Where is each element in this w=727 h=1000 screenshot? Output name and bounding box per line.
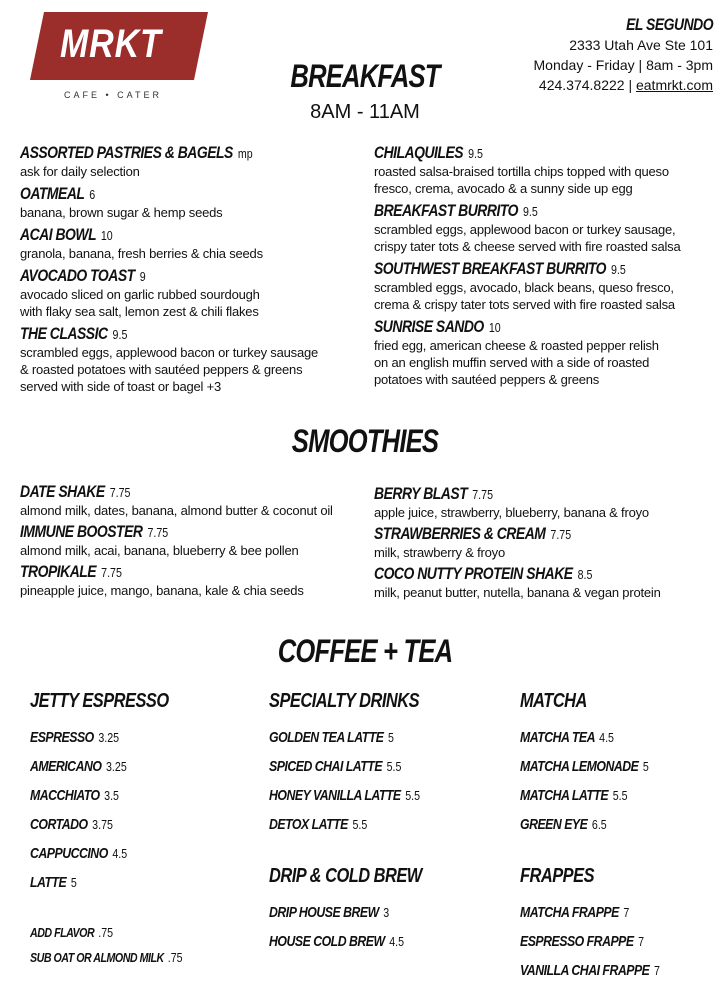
logo-text: MRKT [60, 22, 162, 66]
item-title [20, 266, 146, 286]
drink-price: 3.25 [98, 730, 120, 745]
mrkt-logo [30, 12, 208, 80]
drink-name: MATCHA TEA [520, 729, 595, 746]
menu-item [20, 225, 318, 262]
location-info [534, 15, 713, 95]
item-name: BERRY BLAST [374, 484, 468, 503]
item-title [374, 259, 626, 279]
item-description: scrambled eggs, applewood bacon or turkey sausage, [374, 222, 676, 237]
extras [30, 925, 216, 975]
item-name: AVOCADO TOAST [20, 266, 135, 285]
drink-item [269, 904, 422, 933]
breakfast-left-column [20, 143, 318, 399]
menu-item [374, 317, 681, 388]
menu-item [20, 266, 318, 320]
drink-item [520, 758, 649, 787]
item-price: 10 [488, 320, 501, 335]
menu-item [20, 482, 333, 519]
drink-item [520, 933, 660, 962]
frappes-column [520, 865, 691, 991]
item-price: 9 [139, 269, 146, 284]
item-description: apple juice, strawberry, blueberry, banana & froyo [374, 505, 649, 520]
phone: 424.374.8222 | [538, 77, 636, 93]
item-price: 7.75 [101, 565, 122, 580]
drink-price: 3.5 [104, 788, 119, 803]
drink-name: CORTADO [30, 816, 88, 833]
drink-price: 4.5 [389, 934, 405, 949]
extra-item [30, 950, 183, 975]
drink-name: MATCHA FRAPPE [520, 904, 619, 921]
drink-price: 3.25 [106, 759, 127, 774]
item-price: 9.5 [610, 262, 626, 277]
drink-item [30, 816, 183, 845]
item-description: milk, strawberry & froyo [374, 545, 506, 560]
extra-item [30, 925, 183, 950]
extra-name: SUB OAT OR ALMOND MILK [30, 950, 164, 965]
menu-item [374, 259, 681, 313]
item-title [20, 482, 130, 502]
item-description: ask for daily selection [20, 164, 140, 179]
drink-price: 5 [70, 875, 77, 890]
extra-price: .75 [167, 950, 183, 965]
item-name: OATMEAL [20, 184, 85, 203]
drink-name: HOUSE COLD BREW [269, 933, 385, 950]
item-price: 9.5 [522, 204, 538, 219]
item-title [20, 562, 122, 582]
drink-item [520, 816, 649, 845]
item-description: scrambled eggs, avocado, black beans, queso fresco, [374, 280, 674, 295]
drink-name: MATCHA LATTE [520, 787, 609, 804]
item-description: banana, brown sugar & hemp seeds [20, 205, 223, 220]
menu-item [374, 201, 681, 255]
extra-price: .75 [98, 925, 114, 940]
smoothies-left-column [20, 482, 333, 602]
smoothies-right-column [374, 484, 661, 604]
drink-price: 7 [638, 934, 645, 949]
frappes-heading: FRAPPES [520, 865, 595, 887]
item-description: pineapple juice, mango, banana, kale & chia seeds [20, 583, 304, 598]
drink-price: 5 [388, 730, 394, 745]
drink-item [269, 816, 420, 845]
matcha-heading: MATCHA [520, 690, 587, 712]
hours: Monday - Friday | 8am - 3pm [533, 57, 713, 73]
drink-price: 5.5 [405, 788, 421, 803]
item-price: 6 [89, 187, 96, 202]
item-price: 8.5 [577, 567, 593, 582]
coffee-heading: COFFEE + TEA [277, 633, 453, 669]
item-description: almond milk, dates, banana, almond butter & coconut oil [20, 503, 333, 518]
drink-item [30, 845, 183, 874]
item-name: TROPIKALE [20, 562, 97, 581]
item-price: 7.75 [109, 485, 131, 500]
matcha-column [520, 690, 677, 845]
item-title [20, 324, 127, 344]
drip-heading: DRIP & COLD BREW [269, 865, 422, 887]
drink-name: AMERICANO [30, 758, 102, 775]
item-name: COCO NUTTY PROTEIN SHAKE [374, 564, 573, 583]
menu-item [20, 324, 318, 395]
item-title [374, 484, 493, 504]
item-description: crispy tater tots & cheese served with fire roasted salsa [374, 239, 681, 254]
drink-price: 5.5 [386, 759, 402, 774]
item-description: granola, banana, fresh berries & chia seeds [20, 246, 263, 261]
drink-item [520, 962, 660, 991]
menu-item [20, 184, 318, 221]
item-description: milk, peanut butter, nutella, banana & vegan protein [374, 585, 661, 600]
item-name: STRAWBERRIES & CREAM [374, 524, 546, 543]
item-description: served with side of toast or bagel +3 [20, 379, 222, 394]
item-name: ACAI BOWL [20, 225, 96, 244]
drink-price: 3.75 [92, 817, 113, 832]
drink-item [269, 729, 420, 758]
menu-item [374, 484, 661, 521]
drink-price: 5 [642, 759, 649, 774]
item-description: fried egg, american cheese & roasted pepper relish [374, 338, 659, 353]
item-name: THE CLASSIC [20, 324, 108, 343]
item-description: scrambled eggs, applewood bacon or turkey sausage [20, 345, 319, 360]
drink-price: 7 [623, 905, 630, 920]
drink-item [520, 787, 649, 816]
item-title [374, 201, 538, 221]
extra-name: ADD FLAVOR [30, 925, 95, 940]
drink-price: 7 [653, 963, 660, 978]
item-title [20, 184, 95, 204]
item-description: potatoes with sautéed peppers & greens [374, 372, 600, 387]
drink-name: MACCHIATO [30, 787, 100, 804]
smoothies-heading: SMOOTHIES [291, 423, 439, 459]
drink-name: GREEN EYE [520, 816, 588, 833]
address: 2333 Utah Ave Ste 101 [569, 37, 713, 53]
breakfast-heading: BREAKFAST [290, 58, 440, 94]
location-name: EL SEGUNDO [625, 15, 713, 34]
drink-name: ESPRESSO [30, 729, 94, 746]
item-name: CHILAQUILES [374, 143, 464, 162]
drink-item [30, 729, 183, 758]
drink-name: SPICED CHAI LATTE [269, 758, 383, 775]
item-name: DATE SHAKE [20, 482, 105, 501]
item-title [20, 143, 253, 163]
specialty-column [269, 690, 453, 845]
item-description: & roasted potatoes with sautéed peppers & greens [20, 362, 303, 377]
menu-item [20, 562, 333, 599]
item-name: ASSORTED PASTRIES & BAGELS [20, 143, 233, 162]
item-name: BREAKFAST BURRITO [374, 201, 518, 220]
item-name: SUNRISE SANDO [374, 317, 484, 336]
drink-item [520, 904, 660, 933]
menu-item [374, 564, 661, 601]
drink-name: ESPRESSO FRAPPE [520, 933, 634, 950]
item-name: SOUTHWEST BREAKFAST BURRITO [374, 259, 606, 278]
drink-item [520, 729, 649, 758]
drink-item [30, 874, 183, 903]
item-price: 7.75 [147, 525, 169, 540]
item-title [20, 225, 113, 245]
menu-item [374, 524, 661, 561]
drink-name: VANILLA CHAI FRAPPE [520, 962, 650, 979]
item-description: avocado sliced on garlic rubbed sourdough [20, 287, 260, 302]
espresso-heading: JETTY ESPRESSO [30, 690, 169, 712]
breakfast-right-column [374, 143, 681, 392]
website-link[interactable]: eatmrkt.com [635, 77, 713, 93]
logo-tagline: CAFE • CATER [64, 90, 162, 100]
item-description: almond milk, acai, banana, blueberry & bee pollen [20, 543, 299, 558]
drink-name: DETOX LATTE [269, 816, 348, 833]
item-price: 10 [100, 228, 113, 243]
item-price: 7.75 [550, 527, 572, 542]
item-title [20, 522, 168, 542]
item-description: fresco, crema, avocado & a sunny side up egg [374, 181, 633, 196]
drink-item [269, 933, 422, 962]
drink-price: 4.5 [599, 730, 614, 745]
item-price: mp [237, 146, 253, 161]
item-title [374, 524, 571, 544]
drink-name: DRIP HOUSE BREW [269, 904, 379, 921]
item-title [374, 143, 483, 163]
drink-name: LATTE [30, 874, 67, 891]
item-price: 9.5 [112, 327, 128, 342]
menu-item [374, 143, 681, 197]
drink-price: 3 [383, 905, 390, 920]
item-description: roasted salsa-braised tortilla chips topped with queso [374, 164, 669, 179]
drink-price: 5.5 [352, 817, 368, 832]
drink-price: 5.5 [612, 788, 628, 803]
item-price: 9.5 [468, 146, 483, 161]
item-title [374, 317, 501, 337]
drink-price: 6.5 [591, 817, 607, 832]
drink-item [30, 787, 183, 816]
drink-item [30, 758, 183, 787]
drink-name: CAPPUCCINO [30, 845, 108, 862]
item-title [374, 564, 592, 584]
drink-name: GOLDEN TEA LATTE [269, 729, 384, 746]
drink-name: HONEY VANILLA LATTE [269, 787, 401, 804]
breakfast-hours: 8AM - 11AM [310, 101, 420, 123]
item-description: with flaky sea salt, lemon zest & chili flakes [20, 304, 259, 319]
espresso-column [30, 690, 216, 975]
item-description: on an english muffin served with a side of roasted [374, 355, 650, 370]
drip-column [269, 865, 455, 962]
menu-item [20, 522, 333, 559]
drink-price: 4.5 [112, 846, 128, 861]
drink-name: MATCHA LEMONADE [520, 758, 639, 775]
specialty-heading: SPECIALTY DRINKS [269, 690, 420, 712]
item-price: 7.75 [472, 487, 494, 502]
item-description: crema & crispy tater tots served with fire roasted salsa [374, 297, 675, 312]
drink-item [269, 787, 420, 816]
menu-item [20, 143, 318, 180]
drink-item [269, 758, 420, 787]
item-name: IMMUNE BOOSTER [20, 522, 143, 541]
